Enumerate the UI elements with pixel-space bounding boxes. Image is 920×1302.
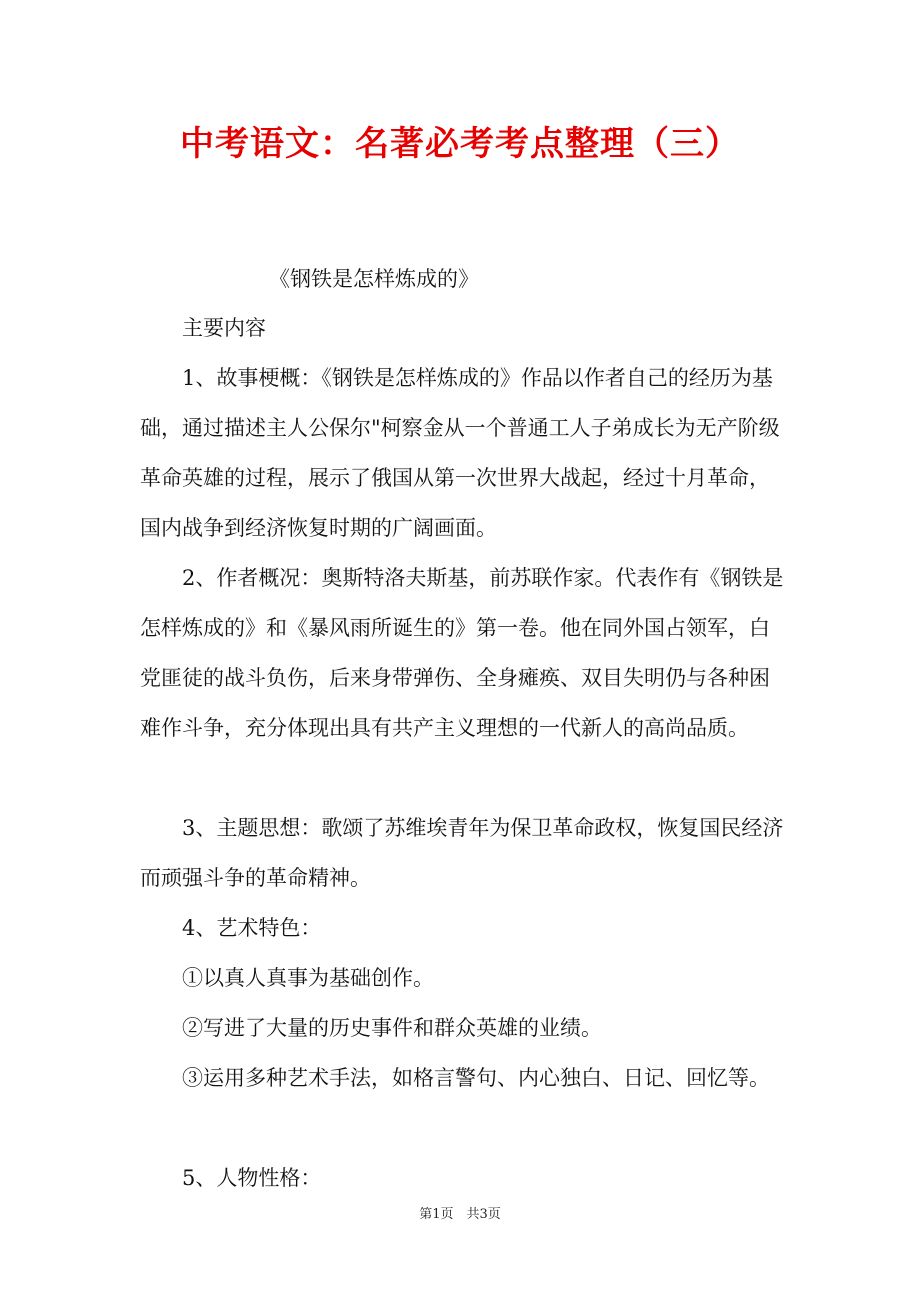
paragraph-theme: 3、主题思想：歌颂了苏维埃青年为保卫革命政权，恢复国民经济而顽强斗争的革命精神。 — [140, 816, 784, 890]
book-title: 《钢铁是怎样炼成的》 — [269, 267, 479, 291]
page-footer: 第1页 共3页 — [419, 1207, 501, 1222]
section-heading: 主要内容 — [182, 316, 266, 340]
document-title: 中考语文：名著必考考点整理（三） — [180, 124, 740, 164]
list-item-feature-1: ①以真人真事为基础创作。 — [182, 966, 434, 990]
list-item-feature-3: ③运用多种艺术手法，如格言警句、内心独白、日记、回忆等。 — [182, 1066, 770, 1090]
list-item-feature-2: ②写进了大量的历史事件和群众英雄的业绩。 — [182, 1016, 602, 1040]
paragraph-art-features: 4、艺术特色： — [182, 916, 322, 940]
paragraph-story-summary: 1、故事梗概：《钢铁是怎样炼成的》作品以作者自己的经历为基础，通过描述主人公保尔"柯察金从一个普通工人子弟成长为无产阶级革命英雄的过程，展示了俄国从第一次世界大战起，经过十月革命，国内战争到经济恢复时期的广阔画面。 — [140, 366, 780, 540]
paragraph-character: 5、人物性格： — [182, 1166, 322, 1190]
paragraph-author-overview: 2、作者概况：奥斯特洛夫斯基，前苏联作家。代表作有《钢铁是怎样炼成的》和《暴风雨所诞生的》第一卷。他在同外国占领军，白党匪徒的战斗负伤，后来身带弹伤、全身瘫痪、双目失明仍与各种困难作斗争，充分体现出具有共产主义理想的一代新人的高尚品质。 — [140, 566, 784, 740]
